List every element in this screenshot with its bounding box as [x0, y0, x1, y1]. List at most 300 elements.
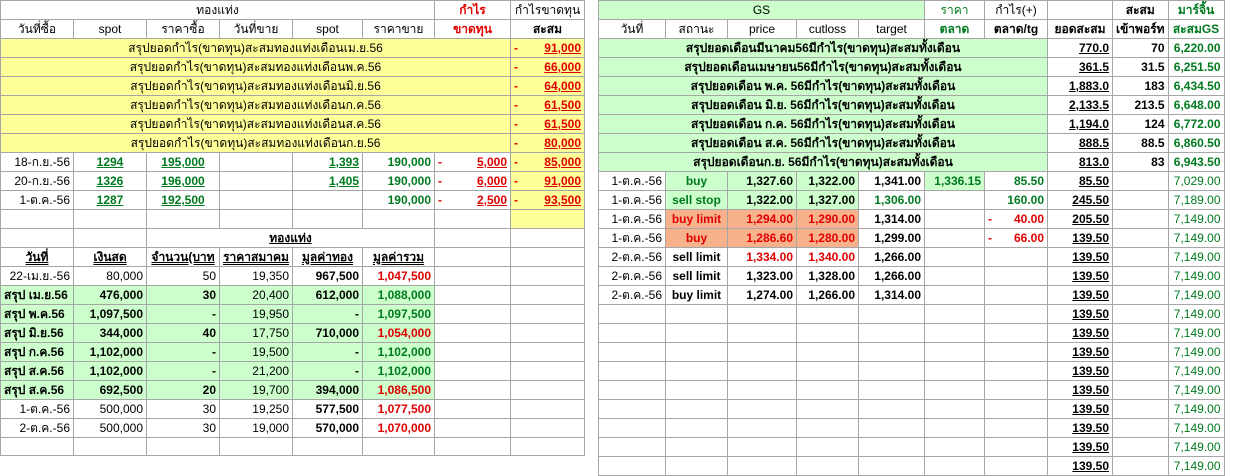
empty-cell[interactable] — [220, 210, 293, 229]
empty-cell[interactable] — [1, 228, 74, 247]
sell-price[interactable]: 190,000 — [363, 153, 435, 172]
gs-cum[interactable]: 139.50 — [1048, 267, 1113, 286]
empty-cell[interactable] — [599, 438, 666, 457]
empty-cell[interactable] — [1113, 438, 1169, 457]
empty-cell[interactable] — [728, 343, 797, 362]
buy-date[interactable]: 1-ต.ค.-56 — [1, 191, 74, 210]
empty-cell[interactable] — [74, 228, 147, 247]
empty-cell[interactable] — [1113, 210, 1169, 229]
gold-month-summary[interactable]: สรุปยอดกำไร(ขาดทุน)สะสมทองแท่งเดือนก.ค.56 — [1, 96, 511, 115]
empty-cell[interactable] — [220, 437, 293, 456]
empty-cell[interactable] — [797, 343, 859, 362]
empty-cell[interactable] — [728, 457, 797, 476]
empty-cell[interactable] — [859, 324, 925, 343]
empty-cell[interactable] — [925, 343, 985, 362]
gs-cum[interactable]: 139.50 — [1048, 343, 1113, 362]
gs-price[interactable]: 1,294.00 — [728, 210, 797, 229]
gold-qty[interactable]: 50 — [147, 266, 220, 285]
empty-cell[interactable] — [435, 399, 511, 418]
empty-cell[interactable] — [797, 400, 859, 419]
empty-cell[interactable] — [728, 400, 797, 419]
gold-qty[interactable]: - — [147, 361, 220, 380]
gs-month-summary[interactable]: สรุปยอดเดือน ส.ค. 56มีกำไร(ขาดทุน)สะสมทั้งเดือน — [599, 134, 1048, 153]
empty-cell[interactable] — [985, 362, 1048, 381]
cash-date[interactable]: สรุป พ.ค.56 — [1, 304, 74, 323]
empty-cell[interactable] — [435, 437, 511, 456]
cash-date[interactable]: สรุป มิ.ย.56 — [1, 323, 74, 342]
gs-target[interactable]: 1,299.00 — [859, 229, 925, 248]
loss-header[interactable]: ขาดทุน — [435, 20, 511, 39]
empty-cell[interactable] — [859, 419, 925, 438]
total-value[interactable]: 1,102,000 — [363, 342, 435, 361]
cash-amount[interactable]: 692,500 — [74, 380, 147, 399]
gs-market[interactable] — [925, 229, 985, 248]
empty-cell[interactable] — [859, 457, 925, 476]
empty-cell[interactable] — [1113, 324, 1169, 343]
empty-cell[interactable] — [1113, 248, 1169, 267]
empty-cell[interactable] — [925, 324, 985, 343]
empty-cell[interactable] — [666, 305, 728, 324]
gs-price[interactable]: 1,322.00 — [728, 191, 797, 210]
cash-col-header[interactable]: มูลค่าทอง — [293, 247, 363, 266]
trade-pl[interactable] — [435, 153, 511, 172]
gs-price[interactable]: 1,323.00 — [728, 267, 797, 286]
gs-cum[interactable]: 139.50 — [1048, 324, 1113, 343]
empty-cell[interactable] — [435, 418, 511, 437]
empty-cell[interactable] — [1113, 191, 1169, 210]
gs-month-summary[interactable]: สรุปยอดเดือน ก.ค. 56มีกำไร(ขาดทุน)สะสมทั้งเดือน — [599, 115, 1048, 134]
total-value[interactable]: 1,070,000 — [363, 418, 435, 437]
empty-cell[interactable] — [599, 305, 666, 324]
empty-cell[interactable] — [925, 305, 985, 324]
gold-month-summary[interactable]: สรุปยอดกำไร(ขาดทุน)สะสมทองแท่งเดือนเม.ย.56 — [1, 39, 511, 58]
col-header[interactable]: spot — [74, 20, 147, 39]
empty-cell[interactable] — [1113, 457, 1169, 476]
empty-cell[interactable] — [599, 362, 666, 381]
trade-cum[interactable] — [511, 153, 585, 172]
gs-margin[interactable]: 7,149.00 — [1168, 362, 1224, 381]
gs-month-cum[interactable]: 770.0 — [1048, 39, 1113, 58]
gold-qty[interactable]: 30 — [147, 285, 220, 304]
empty-cell[interactable] — [1113, 172, 1169, 191]
gs-margin[interactable]: 7,189.00 — [1168, 191, 1224, 210]
gs-cum[interactable]: 139.50 — [1048, 438, 1113, 457]
gs-margin[interactable]: 7,149.00 — [1168, 324, 1224, 343]
total-value[interactable]: 1,047,500 — [363, 266, 435, 285]
gold-month-cum[interactable] — [511, 134, 585, 153]
gold-value[interactable]: - — [293, 361, 363, 380]
empty-cell[interactable] — [147, 210, 220, 229]
gold-month-summary[interactable]: สรุปยอดกำไร(ขาดทุน)สะสมทองแท่งเดือนมิ.ย.56 — [1, 77, 511, 96]
gs-status[interactable]: buy — [666, 172, 728, 191]
gold-group-header[interactable]: ทองแท่ง — [1, 1, 435, 20]
col-header[interactable]: spot — [293, 20, 363, 39]
assoc-price[interactable]: 19,950 — [220, 304, 293, 323]
empty-cell[interactable] — [435, 342, 511, 361]
gs-cutloss[interactable]: 1,280.00 — [797, 229, 859, 248]
cash-amount[interactable]: 344,000 — [74, 323, 147, 342]
empty-cell[interactable] — [985, 305, 1048, 324]
gs-status[interactable]: buy limit — [666, 286, 728, 305]
assoc-price[interactable]: 19,700 — [220, 380, 293, 399]
empty-cell[interactable] — [859, 400, 925, 419]
total-value[interactable]: 1,054,000 — [363, 323, 435, 342]
empty-cell[interactable] — [859, 343, 925, 362]
empty-cell[interactable] — [1, 437, 74, 456]
cash-date[interactable]: สรุป ส.ค.56 — [1, 380, 74, 399]
gs-target[interactable]: 1,306.00 — [859, 191, 925, 210]
gold-value[interactable]: 967,500 — [293, 266, 363, 285]
gs-month-summary[interactable]: สรุปยอดเดือนมีนาคม56มีกำไร(ขาดทุน)สะสมทั้งเดือน — [599, 39, 1048, 58]
cash-date[interactable]: 2-ต.ค.-56 — [1, 418, 74, 437]
gs-market[interactable]: 1,336.15 — [925, 172, 985, 191]
gs-cum[interactable]: 139.50 — [1048, 362, 1113, 381]
gs-profit[interactable] — [985, 191, 1048, 210]
gs-cum[interactable]: 139.50 — [1048, 381, 1113, 400]
assoc-price[interactable]: 19,500 — [220, 342, 293, 361]
gs-target[interactable]: 1,266.00 — [859, 248, 925, 267]
empty-cell[interactable] — [511, 437, 585, 456]
empty-cell[interactable] — [599, 324, 666, 343]
gs-margin[interactable]: 7,149.00 — [1168, 248, 1224, 267]
gs-month-cum[interactable]: 1,194.0 — [1048, 115, 1113, 134]
gs-margin[interactable]: 7,149.00 — [1168, 381, 1224, 400]
empty-cell[interactable] — [511, 323, 585, 342]
gs-month-cum[interactable]: 2,133.5 — [1048, 96, 1113, 115]
gs-margin[interactable]: 7,149.00 — [1168, 267, 1224, 286]
gs-month-margin[interactable]: 6,648.00 — [1168, 96, 1224, 115]
buy-price[interactable]: 192,500 — [147, 191, 220, 210]
gs-profit[interactable] — [985, 210, 1048, 229]
cash-date[interactable]: สรุป ก.ค.56 — [1, 342, 74, 361]
gs-margin[interactable]: 7,149.00 — [1168, 286, 1224, 305]
trade-cum[interactable] — [511, 191, 585, 210]
empty-cell[interactable] — [985, 438, 1048, 457]
gs-month-deposit[interactable]: 183 — [1113, 77, 1169, 96]
col-header[interactable]: ราคาขาย — [363, 20, 435, 39]
gs-margin[interactable]: 7,149.00 — [1168, 400, 1224, 419]
gs-date[interactable]: 1-ต.ค.-56 — [599, 210, 666, 229]
gs-month-summary[interactable]: สรุปยอดเดือน พ.ค. 56มีกำไร(ขาดทุน)สะสมทั้งเดือน — [599, 77, 1048, 96]
gs-col-header[interactable]: cutloss — [797, 20, 859, 39]
empty-cell[interactable] — [363, 210, 435, 229]
gs-month-summary[interactable]: สรุปยอดเดือนก.ย. 56มีกำไร(ขาดทุน)สะสมทั้งเดือน — [599, 153, 1048, 172]
empty-cell[interactable] — [599, 381, 666, 400]
empty-cell[interactable] — [1113, 381, 1169, 400]
sell-date[interactable] — [220, 191, 293, 210]
gs-cum[interactable]: 245.50 — [1048, 191, 1113, 210]
gold-month-cum[interactable] — [511, 96, 585, 115]
empty-cell[interactable] — [985, 343, 1048, 362]
empty-cell[interactable] — [1113, 229, 1169, 248]
empty-cell[interactable] — [599, 419, 666, 438]
empty-cell[interactable] — [435, 361, 511, 380]
gs-margin[interactable]: 7,149.00 — [1168, 229, 1224, 248]
gs-profit[interactable] — [985, 248, 1048, 267]
empty-cell[interactable] — [599, 457, 666, 476]
empty-cell[interactable] — [435, 210, 511, 229]
cum-header[interactable]: สะสม — [511, 20, 585, 39]
empty-cell[interactable] — [511, 380, 585, 399]
gold-month-summary[interactable]: สรุปยอดกำไร(ขาดทุน)สะสมทองแท่งเดือนก.ย.56 — [1, 134, 511, 153]
empty-cell[interactable] — [797, 305, 859, 324]
gold-qty[interactable]: - — [147, 304, 220, 323]
empty-cell[interactable] — [797, 381, 859, 400]
buy-spot[interactable]: 1294 — [74, 153, 147, 172]
empty-cell[interactable] — [859, 381, 925, 400]
gs-cum[interactable]: 139.50 — [1048, 248, 1113, 267]
gs-cutloss[interactable]: 1,290.00 — [797, 210, 859, 229]
sell-spot[interactable]: 1,393 — [293, 153, 363, 172]
empty-cell[interactable] — [435, 380, 511, 399]
gs-profit-header[interactable]: กำไร(+) — [985, 1, 1048, 20]
market-header[interactable]: ตลาด — [925, 20, 985, 39]
deposit-header[interactable]: เข้าพอร์ท — [1113, 20, 1169, 39]
empty-cell[interactable] — [511, 247, 585, 266]
gs-target[interactable]: 1,314.00 — [859, 286, 925, 305]
assoc-price[interactable]: 21,200 — [220, 361, 293, 380]
gs-date[interactable]: 2-ต.ค.-56 — [599, 286, 666, 305]
gold-qty[interactable]: 30 — [147, 399, 220, 418]
buy-spot[interactable]: 1287 — [74, 191, 147, 210]
buy-price[interactable]: 195,000 — [147, 153, 220, 172]
empty-cell[interactable] — [435, 266, 511, 285]
gs-status[interactable]: buy — [666, 229, 728, 248]
gs-cum[interactable]: 139.50 — [1048, 457, 1113, 476]
cash-amount[interactable]: 500,000 — [74, 399, 147, 418]
total-value[interactable]: 1,086,500 — [363, 380, 435, 399]
gold-value[interactable]: 394,000 — [293, 380, 363, 399]
gs-cum[interactable]: 139.50 — [1048, 400, 1113, 419]
gs-cutloss[interactable]: 1,340.00 — [797, 248, 859, 267]
gs-cum[interactable]: 139.50 — [1048, 286, 1113, 305]
col-header[interactable]: ราคาซื้อ — [147, 20, 220, 39]
empty-cell[interactable] — [511, 210, 585, 229]
gs-month-cum[interactable]: 1,883.0 — [1048, 77, 1113, 96]
gold-value[interactable]: 612,000 — [293, 285, 363, 304]
col-header[interactable]: วันที่ขาย — [220, 20, 293, 39]
margin-sub[interactable]: สะสมGS — [1168, 20, 1224, 39]
cash-amount[interactable]: 1,097,500 — [74, 304, 147, 323]
gs-month-cum[interactable]: 813.0 — [1048, 153, 1113, 172]
cash-amount[interactable]: 80,000 — [74, 266, 147, 285]
empty-cell[interactable] — [511, 285, 585, 304]
gs-margin[interactable]: 7,149.00 — [1168, 343, 1224, 362]
gs-status[interactable]: sell stop — [666, 191, 728, 210]
cash-col-header[interactable]: เงินสด — [74, 247, 147, 266]
gs-month-summary[interactable]: สรุปยอดเดือนเมษายน56มีกำไร(ขาดทุน)สะสมทั้งเดือน — [599, 58, 1048, 77]
cum-sub[interactable]: ยอดสะสม — [1048, 20, 1113, 39]
sell-spot[interactable] — [293, 191, 363, 210]
empty-cell[interactable] — [666, 419, 728, 438]
assoc-price[interactable]: 19,250 — [220, 399, 293, 418]
col-header[interactable]: วันที่ซื้อ — [1, 20, 74, 39]
assoc-price[interactable]: 20,400 — [220, 285, 293, 304]
gs-status[interactable]: buy limit — [666, 210, 728, 229]
cash-col-header[interactable]: จำนวน(บาท — [147, 247, 220, 266]
gs-margin[interactable]: 7,149.00 — [1168, 419, 1224, 438]
empty-cell[interactable] — [1048, 1, 1113, 20]
gs-margin[interactable]: 7,149.00 — [1168, 438, 1224, 457]
empty-cell[interactable] — [728, 362, 797, 381]
gs-date[interactable]: 2-ต.ค.-56 — [599, 267, 666, 286]
cum-header-top[interactable]: กำไรขาดทุน — [511, 1, 585, 20]
gold-qty[interactable]: 30 — [147, 418, 220, 437]
gs-market[interactable] — [925, 267, 985, 286]
cash-col-header[interactable]: ราคาสมาคม — [220, 247, 293, 266]
gs-target[interactable]: 1,314.00 — [859, 210, 925, 229]
empty-cell[interactable] — [859, 362, 925, 381]
gs-month-margin[interactable]: 6,434.50 — [1168, 77, 1224, 96]
empty-cell[interactable] — [1113, 286, 1169, 305]
empty-cell[interactable] — [435, 323, 511, 342]
cash-amount[interactable]: 1,102,000 — [74, 342, 147, 361]
gs-margin-top[interactable]: มาร์จิ้น — [1168, 1, 1224, 20]
gold-month-summary[interactable]: สรุปยอดกำไร(ขาดทุน)สะสมทองแท่งเดือนพ.ค.56 — [1, 58, 511, 77]
gs-month-deposit[interactable]: 31.5 — [1113, 58, 1169, 77]
total-value[interactable]: 1,102,000 — [363, 361, 435, 380]
gold-month-cum[interactable] — [511, 58, 585, 77]
empty-cell[interactable] — [74, 210, 147, 229]
gold-qty[interactable]: 20 — [147, 380, 220, 399]
assoc-price[interactable]: 19,000 — [220, 418, 293, 437]
gs-col-header[interactable]: วันที่ — [599, 20, 666, 39]
gs-status[interactable]: sell limit — [666, 248, 728, 267]
cash-col-header[interactable]: วันที่ — [1, 247, 74, 266]
gs-col-header[interactable]: price — [728, 20, 797, 39]
gs-col-header[interactable]: target — [859, 20, 925, 39]
gold-month-cum[interactable] — [511, 77, 585, 96]
gold-value[interactable]: 710,000 — [293, 323, 363, 342]
gs-month-deposit[interactable]: 213.5 — [1113, 96, 1169, 115]
empty-cell[interactable] — [925, 400, 985, 419]
gs-group-header[interactable]: GS — [599, 1, 925, 20]
gs-price[interactable]: 1,334.00 — [728, 248, 797, 267]
gs-cutloss[interactable]: 1,322.00 — [797, 172, 859, 191]
gs-price[interactable]: 1,327.60 — [728, 172, 797, 191]
empty-cell[interactable] — [985, 324, 1048, 343]
empty-cell[interactable] — [1113, 400, 1169, 419]
empty-cell[interactable] — [728, 438, 797, 457]
gs-profit[interactable] — [985, 229, 1048, 248]
gs-month-margin[interactable]: 6,860.50 — [1168, 134, 1224, 153]
gs-target[interactable]: 1,266.00 — [859, 267, 925, 286]
assoc-price[interactable]: 19,350 — [220, 266, 293, 285]
gs-month-deposit[interactable]: 88.5 — [1113, 134, 1169, 153]
empty-cell[interactable] — [666, 343, 728, 362]
gs-col-header[interactable]: สถานะ — [666, 20, 728, 39]
gs-month-deposit[interactable]: 124 — [1113, 115, 1169, 134]
gold-value[interactable]: 577,500 — [293, 399, 363, 418]
empty-cell[interactable] — [797, 457, 859, 476]
cash-group-header[interactable]: ทองแท่ง — [147, 228, 435, 247]
gs-margin[interactable]: 7,149.00 — [1168, 457, 1224, 476]
gs-month-cum[interactable]: 888.5 — [1048, 134, 1113, 153]
sell-date[interactable] — [220, 153, 293, 172]
empty-cell[interactable] — [985, 419, 1048, 438]
empty-cell[interactable] — [1113, 343, 1169, 362]
sell-price[interactable]: 190,000 — [363, 191, 435, 210]
profit-header[interactable]: กำไร — [435, 1, 511, 20]
empty-cell[interactable] — [925, 362, 985, 381]
gs-market[interactable] — [925, 210, 985, 229]
price-header[interactable]: ราคา — [925, 1, 985, 20]
gold-value[interactable]: - — [293, 342, 363, 361]
empty-cell[interactable] — [147, 437, 220, 456]
empty-cell[interactable] — [363, 437, 435, 456]
buy-date[interactable]: 18-ก.ย.-56 — [1, 153, 74, 172]
gs-cum[interactable]: 139.50 — [1048, 229, 1113, 248]
empty-cell[interactable] — [511, 399, 585, 418]
empty-cell[interactable] — [925, 457, 985, 476]
cash-date[interactable]: สรุป เม.ย.56 — [1, 285, 74, 304]
empty-cell[interactable] — [74, 437, 147, 456]
empty-cell[interactable] — [728, 324, 797, 343]
gs-date[interactable]: 2-ต.ค.-56 — [599, 248, 666, 267]
trade-pl[interactable] — [435, 172, 511, 191]
gs-status[interactable]: sell limit — [666, 267, 728, 286]
empty-cell[interactable] — [1, 210, 74, 229]
empty-cell[interactable] — [797, 324, 859, 343]
gs-price[interactable]: 1,286.60 — [728, 229, 797, 248]
gs-market[interactable] — [925, 191, 985, 210]
cash-amount[interactable]: 1,102,000 — [74, 361, 147, 380]
empty-cell[interactable] — [985, 400, 1048, 419]
gs-margin[interactable]: 7,029.00 — [1168, 172, 1224, 191]
gs-month-margin[interactable]: 6,220.00 — [1168, 39, 1224, 58]
gold-month-cum[interactable] — [511, 115, 585, 134]
empty-cell[interactable] — [666, 324, 728, 343]
gs-date[interactable]: 1-ต.ค.-56 — [599, 191, 666, 210]
gold-qty[interactable]: - — [147, 342, 220, 361]
gs-cum[interactable]: 85.50 — [1048, 172, 1113, 191]
gold-qty[interactable]: 40 — [147, 323, 220, 342]
gs-month-cum[interactable]: 361.5 — [1048, 58, 1113, 77]
sell-price[interactable]: 190,000 — [363, 172, 435, 191]
empty-cell[interactable] — [511, 266, 585, 285]
gs-month-deposit[interactable]: 70 — [1113, 39, 1169, 58]
empty-cell[interactable] — [511, 304, 585, 323]
gs-profit[interactable] — [985, 286, 1048, 305]
gs-cum[interactable]: 205.50 — [1048, 210, 1113, 229]
empty-cell[interactable] — [985, 381, 1048, 400]
empty-cell[interactable] — [511, 342, 585, 361]
total-value[interactable]: 1,077,500 — [363, 399, 435, 418]
gs-date[interactable]: 1-ต.ค.-56 — [599, 229, 666, 248]
sell-date[interactable] — [220, 172, 293, 191]
empty-cell[interactable] — [797, 362, 859, 381]
gs-cutloss[interactable]: 1,327.00 — [797, 191, 859, 210]
cash-date[interactable]: สรุป ส.ค.56 — [1, 361, 74, 380]
gs-price[interactable]: 1,274.00 — [728, 286, 797, 305]
cash-col-header[interactable]: มูลค่ารวม — [363, 247, 435, 266]
empty-cell[interactable] — [1113, 362, 1169, 381]
empty-cell[interactable] — [435, 247, 511, 266]
cash-date[interactable]: 1-ต.ค.-56 — [1, 399, 74, 418]
empty-cell[interactable] — [728, 381, 797, 400]
gs-month-deposit[interactable]: 83 — [1113, 153, 1169, 172]
total-value[interactable]: 1,097,500 — [363, 304, 435, 323]
empty-cell[interactable] — [797, 419, 859, 438]
buy-price[interactable]: 196,000 — [147, 172, 220, 191]
empty-cell[interactable] — [1113, 419, 1169, 438]
empty-cell[interactable] — [728, 305, 797, 324]
gs-cum-top[interactable]: สะสม — [1113, 1, 1169, 20]
gs-date[interactable]: 1-ต.ค.-56 — [599, 172, 666, 191]
empty-cell[interactable] — [797, 438, 859, 457]
gs-cutloss[interactable]: 1,328.00 — [797, 267, 859, 286]
empty-cell[interactable] — [1113, 267, 1169, 286]
